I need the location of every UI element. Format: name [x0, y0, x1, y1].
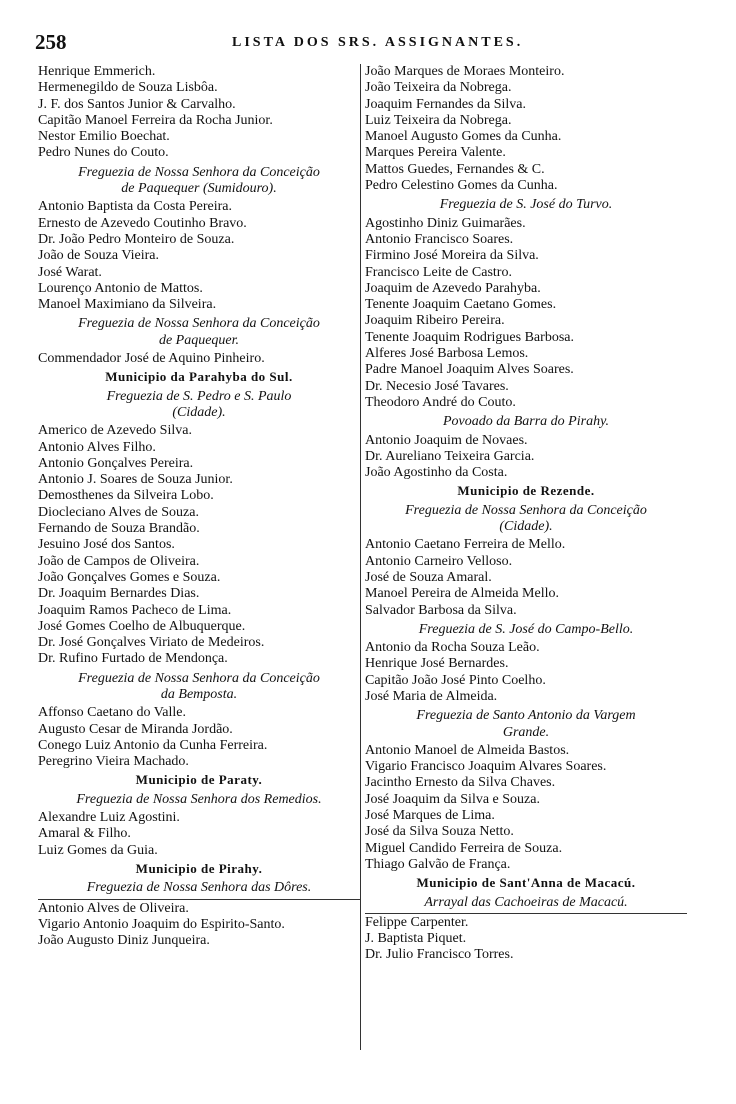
parish-heading-line: Freguezia de Santo Antonio da Vargem	[416, 708, 636, 724]
parish-heading-line: (Cidade).	[172, 404, 226, 420]
section-rule	[365, 913, 687, 914]
subscriber-entry: Dr. José Gonçalves Viriato de Medeiros.	[38, 635, 265, 651]
subscriber-entry: Padre Manoel Joaquim Alves Soares.	[365, 362, 574, 378]
municipio-heading: Municipio de Paraty.	[135, 772, 263, 788]
subscriber-entry: Jacintho Ernesto da Silva Chaves.	[365, 775, 556, 791]
page-header	[32, 30, 722, 60]
subscriber-entry: Salvador Barbosa da Silva.	[365, 602, 517, 618]
subscriber-entry: Joaquim Ribeiro Pereira.	[365, 313, 505, 329]
left-column	[38, 64, 360, 949]
parish-heading-line: Arrayal das Cachoeiras de Macacú.	[424, 894, 628, 910]
parish-heading-line: Freguezia de Nossa Senhora dos Remedios.	[76, 791, 322, 807]
subscriber-entry: Pedro Nunes do Couto.	[38, 145, 169, 161]
parish-heading-line: Freguezia de S. Pedro e S. Paulo	[106, 388, 292, 404]
subscriber-entry: Henrique Emmerich.	[38, 64, 156, 79]
subscriber-entry: José da Silva Souza Netto.	[365, 824, 514, 840]
parish-heading	[38, 389, 360, 422]
parish-heading-line: Grande.	[502, 724, 550, 740]
subscriber-entry: José Gomes Coelho de Albuquerque.	[38, 618, 246, 634]
parish-heading	[365, 895, 687, 911]
parish-heading	[365, 414, 687, 430]
parish-heading	[38, 316, 360, 349]
parish-heading	[365, 622, 687, 638]
subscriber-entry: Felippe Carpenter.	[365, 914, 469, 930]
subscriber-entry: Manoel Augusto Gomes da Cunha.	[365, 129, 562, 145]
subscriber-entry: Antonio Manoel de Almeida Bastos.	[365, 742, 570, 758]
subscriber-entry: Dr. Aureliano Teixeira Garcia.	[365, 448, 535, 464]
subscriber-entry: Antonio da Rocha Souza Leão.	[365, 640, 540, 656]
subscriber-entry: Commendador José de Aquino Pinheiro.	[38, 351, 265, 367]
subscriber-entry: Peregrino Vieira Machado.	[38, 754, 189, 770]
subscriber-entry: Dr. Julio Francisco Torres.	[365, 947, 514, 963]
subscriber-entry: João de Souza Vieira.	[38, 248, 159, 264]
subscriber-entry: José Marques de Lima.	[365, 808, 495, 824]
subscriber-entry: Vigario Francisco Joaquim Alvares Soares.	[365, 759, 607, 775]
subscriber-entry: Manoel Maximiano da Silveira.	[38, 297, 217, 313]
parish-heading	[38, 671, 360, 704]
subscriber-entry: Henrique José Bernardes.	[365, 656, 509, 672]
subscriber-entry: Dr. Rufino Furtado de Mendonça.	[38, 651, 228, 667]
subscriber-entry: Antonio Gonçalves Pereira.	[38, 455, 194, 471]
right-column	[365, 64, 687, 964]
subscriber-entry: J. Baptista Piquet.	[365, 931, 467, 947]
subscriber-entry: Antonio Alves de Oliveira.	[38, 900, 189, 916]
section-rule	[38, 899, 360, 900]
parish-heading-line: Freguezia de S. José do Campo-Bello.	[418, 621, 634, 637]
subscriber-entry: Antonio Caetano Ferreira de Mello.	[365, 537, 566, 553]
subscriber-entry: Vigario Antonio Joaquim do Espirito-Santo.	[38, 916, 285, 932]
subscriber-entry: Alexandre Luiz Agostini.	[38, 810, 180, 826]
column-divider	[360, 64, 361, 1050]
parish-heading	[38, 792, 360, 808]
subscriber-entry: Conego Luiz Antonio da Cunha Ferreira.	[38, 737, 268, 753]
subscriber-entry: Thiago Galvão de França.	[365, 856, 511, 872]
subscriber-entry: Firmino José Moreira da Silva.	[365, 248, 539, 264]
subscriber-entry: José Maria de Almeida.	[365, 688, 498, 704]
subscriber-entry: Dr. Joaquim Bernardes Dias.	[38, 586, 200, 602]
subscriber-entry: Agostinho Diniz Guimarães.	[365, 215, 526, 231]
parish-heading	[38, 880, 360, 896]
subscriber-entry: Antonio Baptista da Costa Pereira.	[38, 199, 233, 215]
subscriber-entry: João Augusto Diniz Junqueira.	[38, 933, 210, 949]
subscriber-entry: Tenente Joaquim Rodrigues Barbosa.	[365, 329, 574, 345]
parish-heading-line: Freguezia de Nossa Senhora da Conceição	[405, 502, 647, 518]
page-number: 258	[35, 30, 67, 54]
subscriber-entry: José Warat.	[38, 264, 102, 280]
subscriber-entry: José de Souza Amaral.	[365, 569, 492, 585]
parish-heading-line: Freguezia de Nossa Senhora da Conceição	[78, 164, 320, 180]
parish-heading	[365, 197, 687, 213]
subscriber-entry: Joaquim Ramos Pacheco de Lima.	[38, 602, 232, 618]
municipio-heading: Municipio de Rezende.	[457, 483, 595, 499]
subscriber-entry: Nestor Emilio Boechat.	[38, 129, 170, 145]
subscriber-entry: Fernando de Souza Brandão.	[38, 521, 200, 537]
parish-heading-line: Freguezia de S. José do Turvo.	[439, 197, 613, 213]
subscriber-entry: João Agostinho da Costa.	[365, 465, 508, 481]
subscriber-entry: Dr. Necesio José Tavares.	[365, 378, 509, 394]
parish-heading-line: (Cidade).	[499, 519, 553, 535]
subscriber-entry: Alferes José Barbosa Lemos.	[365, 346, 529, 362]
subscriber-entry: Pedro Celestino Gomes da Cunha.	[365, 178, 558, 194]
subscriber-entry: Capitão João José Pinto Coelho.	[365, 672, 546, 688]
subscriber-entry: Luiz Gomes da Guia.	[38, 842, 158, 858]
parish-heading-line: Freguezia de Nossa Senhora da Conceição	[78, 670, 320, 686]
subscriber-entry: Mattos Guedes, Fernandes & C.	[365, 161, 545, 177]
subscriber-entry: Jesuino José dos Santos.	[38, 537, 175, 553]
subscriber-entry: José Joaquim da Silva e Souza.	[365, 791, 540, 807]
parish-heading-line: Freguezia de Nossa Senhora das Dôres.	[86, 880, 312, 896]
municipio-heading: Municipio de Pirahy.	[135, 860, 263, 876]
subscriber-entry: Antonio Alves Filho.	[38, 439, 156, 455]
parish-heading	[365, 503, 687, 536]
subscriber-entry: Ernesto de Azevedo Coutinho Bravo.	[38, 215, 247, 231]
page-title: LISTA DOS SRS. ASSIGNANTES.	[232, 35, 524, 50]
subscriber-entry: Tenente Joaquim Caetano Gomes.	[365, 297, 557, 313]
municipio-heading: Municipio da Parahyba do Sul.	[105, 369, 293, 385]
subscriber-entry: J. F. dos Santos Junior & Carvalho.	[38, 96, 236, 112]
subscriber-entry: Francisco Leite de Castro.	[365, 264, 512, 280]
subscriber-entry: Joaquim Fernandes da Silva.	[365, 96, 526, 112]
subscriber-entry: Diocleciano Alves de Souza.	[38, 504, 199, 520]
subscriber-entry: Miguel Candido Ferreira de Souza.	[365, 840, 563, 856]
subscriber-entry: Antonio Francisco Soares.	[365, 231, 514, 247]
parish-heading	[38, 165, 360, 198]
subscriber-entry: Amaral & Filho.	[38, 826, 131, 842]
subscriber-entry: Theodoro André do Couto.	[365, 394, 516, 410]
subscriber-entry: João de Campos de Oliveira.	[38, 553, 200, 569]
subscriber-entry: Demosthenes da Silveira Lobo.	[38, 488, 214, 504]
subscriber-entry: Dr. João Pedro Monteiro de Souza.	[38, 231, 235, 247]
parish-heading	[365, 708, 687, 741]
parish-heading-line: da Bemposta.	[160, 686, 238, 702]
subscriber-entry: Antonio Carneiro Velloso.	[365, 553, 513, 569]
subscriber-entry: Lourenço Antonio de Mattos.	[38, 280, 203, 296]
subscriber-entry: Marques Pereira Valente.	[365, 145, 506, 161]
subscriber-entry: João Marques de Moraes Monteiro.	[365, 64, 565, 79]
subscriber-entry: João Gonçalves Gomes e Souza.	[38, 569, 221, 585]
subscriber-entry: Hermenegildo de Souza Lisbôa.	[38, 80, 218, 96]
subscriber-entry: João Teixeira da Nobrega.	[365, 80, 512, 96]
subscriber-entry: Joaquim de Azevedo Parahyba.	[365, 280, 541, 296]
subscriber-entry: Manoel Pereira de Almeida Mello.	[365, 586, 559, 602]
subscriber-entry: Affonso Caetano do Valle.	[38, 705, 187, 721]
parish-heading-line: de Paquequer (Sumidouro).	[121, 181, 277, 197]
municipio-heading: Municipio de Sant'Anna de Macacú.	[416, 875, 636, 891]
subscriber-entry: Americo de Azevedo Silva.	[38, 423, 192, 439]
parish-heading-line: de Paquequer.	[158, 332, 240, 348]
subscriber-entry: Capitão Manoel Ferreira da Rocha Junior.	[38, 112, 273, 128]
subscriber-entry: Luiz Teixeira da Nobrega.	[365, 112, 512, 128]
parish-heading-line: Povoado da Barra do Pirahy.	[442, 414, 610, 430]
subscriber-entry: Antonio Joaquim de Novaes.	[365, 432, 528, 448]
subscriber-entry: Augusto Cesar de Miranda Jordão.	[38, 721, 233, 737]
parish-heading-line: Freguezia de Nossa Senhora da Conceição	[78, 316, 320, 332]
subscriber-entry: Antonio J. Soares de Souza Junior.	[38, 472, 233, 488]
